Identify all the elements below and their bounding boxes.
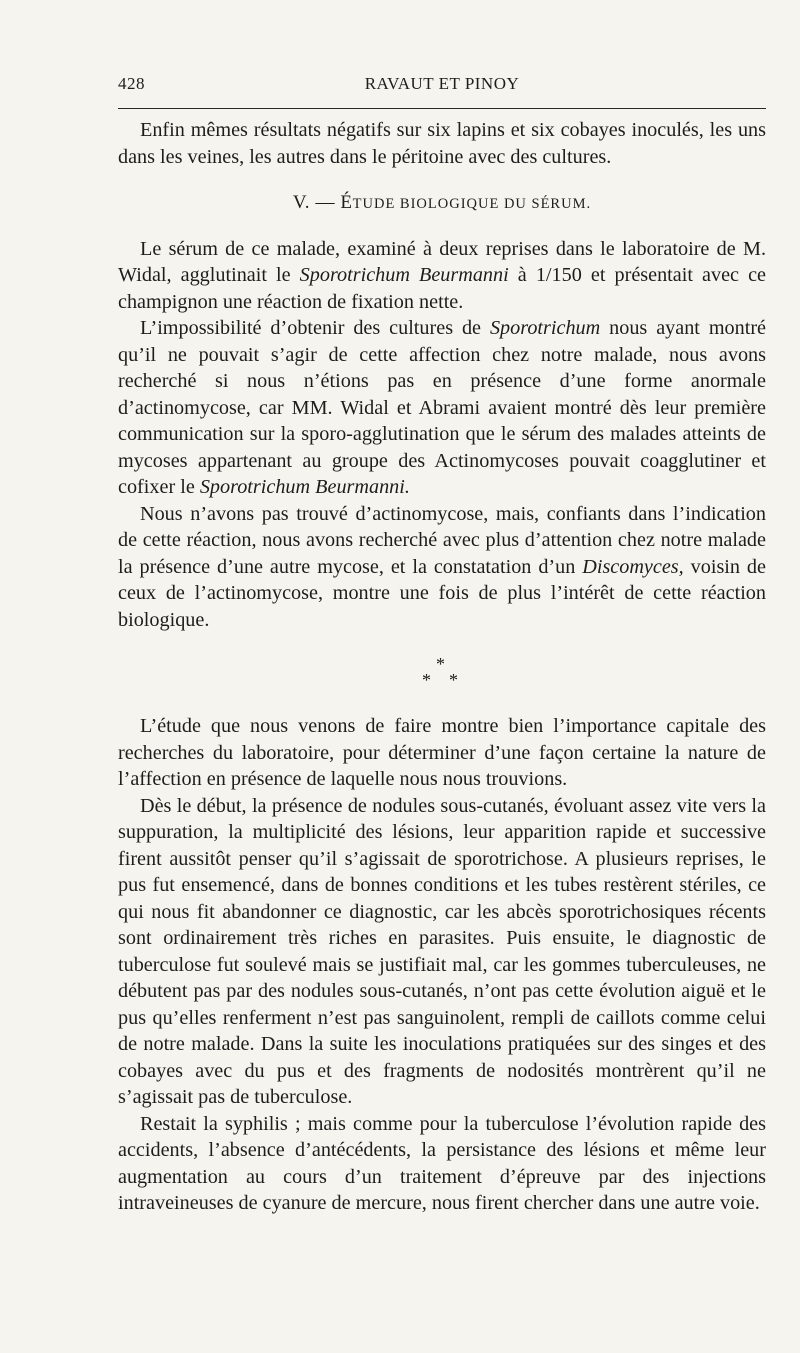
- paragraph-intro: Enfin mêmes résultats négatifs sur six lapins et six cobayes inoculés, les uns dans les veines, les autres dans le péritoine avec des cultures.: [118, 119, 766, 168]
- paragraph-actinomycose-text-c: voisin de ceux de l’actinomycose, montre une fois de plus l’intérêt de cette réaction biologique.: [118, 555, 766, 631]
- asterism: [118, 653, 766, 693]
- paragraph-serum: [118, 236, 766, 316]
- page-header: [118, 74, 766, 96]
- paragraph-impossibility-text-c: nous ayant montré qu’il ne pouvait s’agir de cette affection chez notre malade, nous avons recherché si nous n’étions pas en présence d’une forme anormale d’actinomycose, car MM. Widal et Abrami avaient montré dès leur première communication sur la sporo-agglutination que le sérum des malades atteints de mycoses appartenant au groupe des Actinomycoses pouvait coagglutiner et cofixer le: [118, 317, 767, 498]
- body-text: [118, 117, 766, 1217]
- paragraph-serum-text-c: à 1/150 et présentait avec ce champignon une réaction de fixation nette.: [118, 264, 766, 313]
- section-title-rest: TUDE BIOLOGIQUE DU SÉRUM.: [352, 196, 592, 212]
- species-name: Sporotrichum Beurmanni: [299, 264, 509, 286]
- paragraph-impossibility: [118, 315, 766, 501]
- section-number: V. —: [292, 192, 336, 213]
- species-name-2: Sporotrichum Beurmanni.: [199, 476, 410, 498]
- header-rule: [118, 108, 766, 109]
- running-head: RAVAUT ET PINOY: [364, 74, 520, 93]
- section-heading: [118, 190, 766, 218]
- paragraph-actinomycose: [118, 501, 766, 634]
- asterism-star-left: *: [422, 670, 431, 690]
- page-number: 428: [118, 74, 145, 93]
- paragraph-etude: L’étude que nous venons de faire montre bien l’importance capitale des recherches du laboratoire, pour déterminer d’une façon certaine la nature de l’affection en présence de laquelle nous nous trouvions.: [118, 715, 766, 790]
- section-title-initial: É: [340, 192, 353, 213]
- paragraph-serum-text-a: Le sérum de ce malade, examiné à deux reprises dans le laboratoire de M. Widal, agglutinait le: [118, 237, 766, 286]
- asterism-star-right: *: [449, 670, 458, 690]
- paragraph-actinomycose-text-a: Nous n’avons pas trouvé d’actinomycose, mais, confiants dans l’indication de cette réaction, nous avons recherché avec plus d’attention chez notre malade la présence d’une autre mycose, et la constatation d’un: [118, 502, 766, 578]
- genus-name: Sporotrichum: [489, 317, 601, 339]
- discomyces-name: Discomyces,: [582, 555, 684, 578]
- asterism-star-top: *: [436, 654, 445, 674]
- paragraph-impossibility-text-a: L’impossibilité d’obtenir des cultures de: [140, 317, 490, 339]
- paragraph-syphilis: Restait la syphilis ; mais comme pour la tuberculose l’évolution rapide des accidents, l’absence d’antécédents, la persistance des lésions et même leur augmentation au cours d’un traitement d’épreuve par des injections intraveineuses de cyanure de mercure, nous firent chercher dans une autre voie.: [118, 1112, 766, 1214]
- paragraph-debut: Dès le début, la présence de nodules sous-cutanés, évoluant assez vite vers la suppuration, la multiplicité des lésions, leur apparition rapide et successive firent aussitôt penser qu’il s’agissait de sporotrichose. A plusieurs reprises, le pus fut ensemencé, dans de bonnes conditions et les tubes restèrent stériles, ce qui nous fit abandonner ce diagnostic, car les abcès sporotrichosiques récents sont ordinairement très riches en parasites. Puis ensuite, le diagnostic de tuberculose fut soulevé mais se justifiait mal, car les gommes tuberculeuses, ne débutent pas par des nodules sous-cutanés, n’ont pas cette évolution aiguë et le pus qu’elles renferment n’est pas sanguinolent, rempli de caillots comme celui de notre malade. Dans la suite les inoculations pratiquées sur des singes et des cobayes avec du pus et des fragments de nodosités montrèrent qu’il ne s’agissait pas de tuberculose.: [118, 794, 766, 1108]
